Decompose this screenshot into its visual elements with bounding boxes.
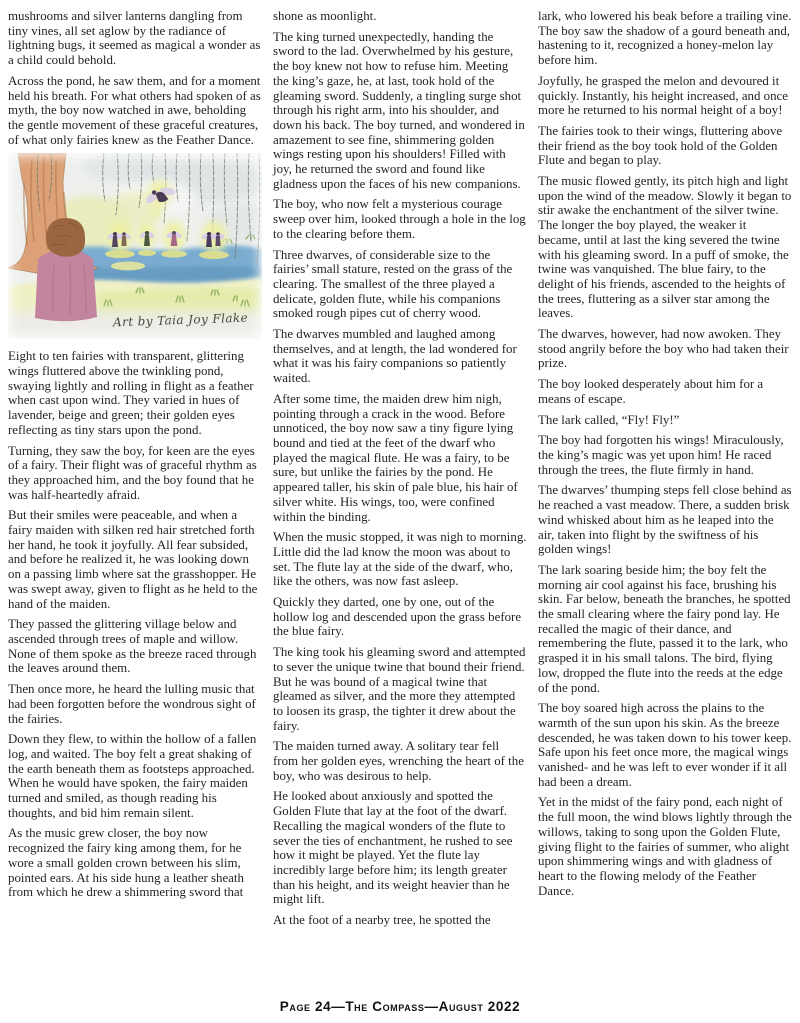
column-2-text	[273, 9, 527, 928]
story-paragraph: They passed the glittering village below and ascended through trees of maple and willow. None of them spoke as the breeze raced through the leaves around them.	[8, 617, 257, 676]
story-paragraph: Quickly they darted, one by one, out of the hollow log and descended upon the grass before the blue fairy.	[273, 595, 522, 639]
story-paragraph: When the music stopped, it was nigh to morning. Little did the lad know the moon was about to set. The flute lay at the side of the dwarf, who, like the others, was now fast asleep.	[273, 530, 527, 589]
story-paragraph: The dwarves, however, had now awoken. They stood angrily before the boy who had taken their prize.	[538, 327, 789, 371]
story-illustration	[8, 153, 262, 339]
story-paragraph: Down they flew, to within the hollow of a fallen log, and waited. The boy felt a great shaking of the earth beneath them as footsteps approached. When he would have spoken, the fairy maiden turned and smiled, as though reading his thoughts, and bid him remain silent.	[8, 732, 257, 820]
story-paragraph: Turning, they saw the boy, for keen are the eyes of a fairy. Their flight was of graceful rhythm as they approached him, and the boy found that he was half-heartedly afraid.	[8, 443, 257, 502]
page-footer: Page 24—The Compass—August 2022	[279, 999, 521, 1014]
column-1-text-top	[8, 9, 262, 147]
column-2	[273, 9, 527, 934]
column-3	[538, 9, 792, 934]
illustration-credit: Art by Taia Joy Flake	[112, 310, 249, 330]
story-paragraph: The dwarves’ thumping steps fell close behind as he reached a vast meadow. There, a sudden brisk wind whisked about him as he leaped into the air, taken into flight by the swiftness of his golden wings!	[538, 483, 792, 557]
story-paragraph: Three dwarves, of considerable size to the fairies’ small stature, rested on the grass of the clearing. The smallest of the three played a delicate, golden flute, while his companions smoked rough pipes cut of cherry wood.	[273, 247, 513, 321]
story-paragraph: shone as moonlight.	[273, 9, 377, 23]
story-paragraph: As the music grew closer, the boy now recognized the fairy king among them, for he wore a small golden crown between his slim, pointed ears. At his side hung a leather sheath from which he drew a shimmering sword that	[8, 826, 244, 900]
story-paragraph: The fairies took to their wings, fluttering above their friend as the boy took hold of the Golden Flute and began to play.	[538, 123, 783, 168]
story-paragraph: The boy had forgotten his wings! Miraculously, the king’s magic was yet upon him! He raced through the trees, the flute firmly in hand.	[538, 433, 784, 477]
story-paragraph: mushrooms and silver lanterns dangling from tiny vines, all set aglow by the radiance of lightning bugs, it seemed as magical a wonder as a child could behold.	[8, 9, 261, 68]
story-paragraph: Joyfully, he grasped the melon and devoured it quickly. Instantly, his height increased, and once more he returned to his normal height of a boy!	[538, 73, 788, 118]
story-paragraph: Yet in the midst of the fairy pond, each night of the full moon, the wind blows lightly through the willows, taking to song upon the Golden Flute, giving flight to the fairies of summer, who alight upon shimmering wings and with gladness of heart to the flowing melody of the Feather Dance.	[538, 795, 792, 898]
story-paragraph: But their smiles were peaceable, and when a fairy maiden with silken red hair stretched forth her hand, he took it joyfully. All fear subsided, and before he realized it, he was looking down on a passing limb where sat the grasshopper. He was swept away, given to flight as he held to the hand of the maiden.	[8, 508, 258, 611]
story-paragraph: After some time, the maiden drew him nigh, pointing through a crack in the wood. Before unnoticed, the boy now saw a tiny figure lying bound and tied at the feet of the dwarf who played the magical flute. He was a fairy, to be sure, but unlike the fairies by the pond. He appeared taller, his skin of pale blue, his hair of silver white. His wings, too, were confined within the binding.	[273, 391, 518, 524]
story-paragraph: Eight to ten fairies with transparent, glittering wings fluttered above the twinkling pond, swaying lightly and rolling in flight as a feather when cast upon wind. They varied in hues of lavender, beige and green; their golden eyes reflecting as tiny stars upon the pond.	[8, 349, 254, 437]
story-paragraph: The boy, who now felt a mysterious courage sweep over him, looked through a hole in the log to the clearing before them.	[273, 197, 526, 241]
column-1	[8, 9, 262, 934]
story-paragraph: lark, who lowered his beak before a trailing vine. The boy saw the shadow of a gourd beneath and, hastening to it, recognized a honey-melon lay before him.	[538, 9, 792, 68]
story-paragraph: Then once more, he heard the lulling music that had been forgotten before the wondrous sight of the fairies.	[8, 682, 256, 726]
story-paragraph: At the foot of a nearby tree, he spotted the	[273, 913, 491, 928]
column-3-text	[538, 9, 792, 898]
story-paragraph: The boy looked desperately about him for a means of escape.	[538, 377, 764, 406]
story-paragraph: The king turned unexpectedly, handing the sword to the lad. Overwhelmed by his gesture, the boy knew not how to refuse him. Meeting the king’s gaze, he, at last, took hold of the gleaming sword. Suddenly, a tingling surge shot through his right arm, into his shoulder, and down his back. The boy turned, and wondered in amazement to see fine, shimmering golden wings resting upon his shoulders! Filled with joy, he returned the sword and found like gladness upon the faces of his new companions.	[273, 29, 525, 191]
story-paragraph: The lark called, “Fly! Fly!”	[538, 412, 680, 427]
story-paragraph: He looked about anxiously and spotted the Golden Flute that lay at the foot of the dwarf. Recalling the magical wonders of the flute to sever the ties of enchantment, he rushed to see how it might be played. Yet the flute lay incredibly large before him; its length greater than his height, and its weight heavier than he might lift.	[273, 789, 513, 907]
story-paragraph: The music flowed gently, its pitch high and light upon the wind of the meadow. Slowly it began to stir awake the enchantment of the silver twine. The longer the boy played, the weaker it became, until at last the king severed the twine with his gleaming sword. In a puff of smoke, the twine was vanquished. The blue fairy, to the delight of his friends, ascended to the heights of the trees, fluttering as a silver star among the leaves.	[538, 174, 792, 321]
story-paragraph: Across the pond, he saw them, and for a moment held his breath. For what others had spoken of as myth, the boy now watched in awe, beholding the gentle movement of these graceful creatures, of what only fairies knew as the Feather Dance.	[8, 73, 261, 147]
story-paragraph: The king took his gleaming sword and attempted to sever the unique twine that bound their friend. But he was bound of a magical twine that gleamed as silver, and the more they attempted to loosen its grasp, the tighter it drew about the fairy.	[273, 645, 526, 733]
story-paragraph: The dwarves mumbled and laughed among themselves, and at length, the lad wondered for what it was his fairy companions so patiently waited.	[273, 327, 517, 386]
story-paragraph: The maiden turned away. A solitary tear fell from her golden eyes, wrenching the heart of the boy, who was desirous to help.	[273, 739, 524, 783]
story-paragraph: The boy soared high across the plains to the warmth of the sun upon his skin. As the breeze descended, he was taken down to his tower keep. Safe upon his feet once more, the magical wings vanished- and he was left to ever wonder if it all had been a dream.	[538, 701, 792, 789]
story-paragraph: The lark soaring beside him; the boy felt the morning air cool against his face, brushing his skin. Far below, beneath the branches, he spotted the small clearing where the fairy pond lay. He recalled the magic of their dance, and remembering the flute, passed it to the lark, who grasped it in his small talons. The bird, flying low, dropped the flute into the reeds at the edge of the pond.	[538, 562, 791, 695]
column-1-text-bottom	[8, 349, 262, 900]
